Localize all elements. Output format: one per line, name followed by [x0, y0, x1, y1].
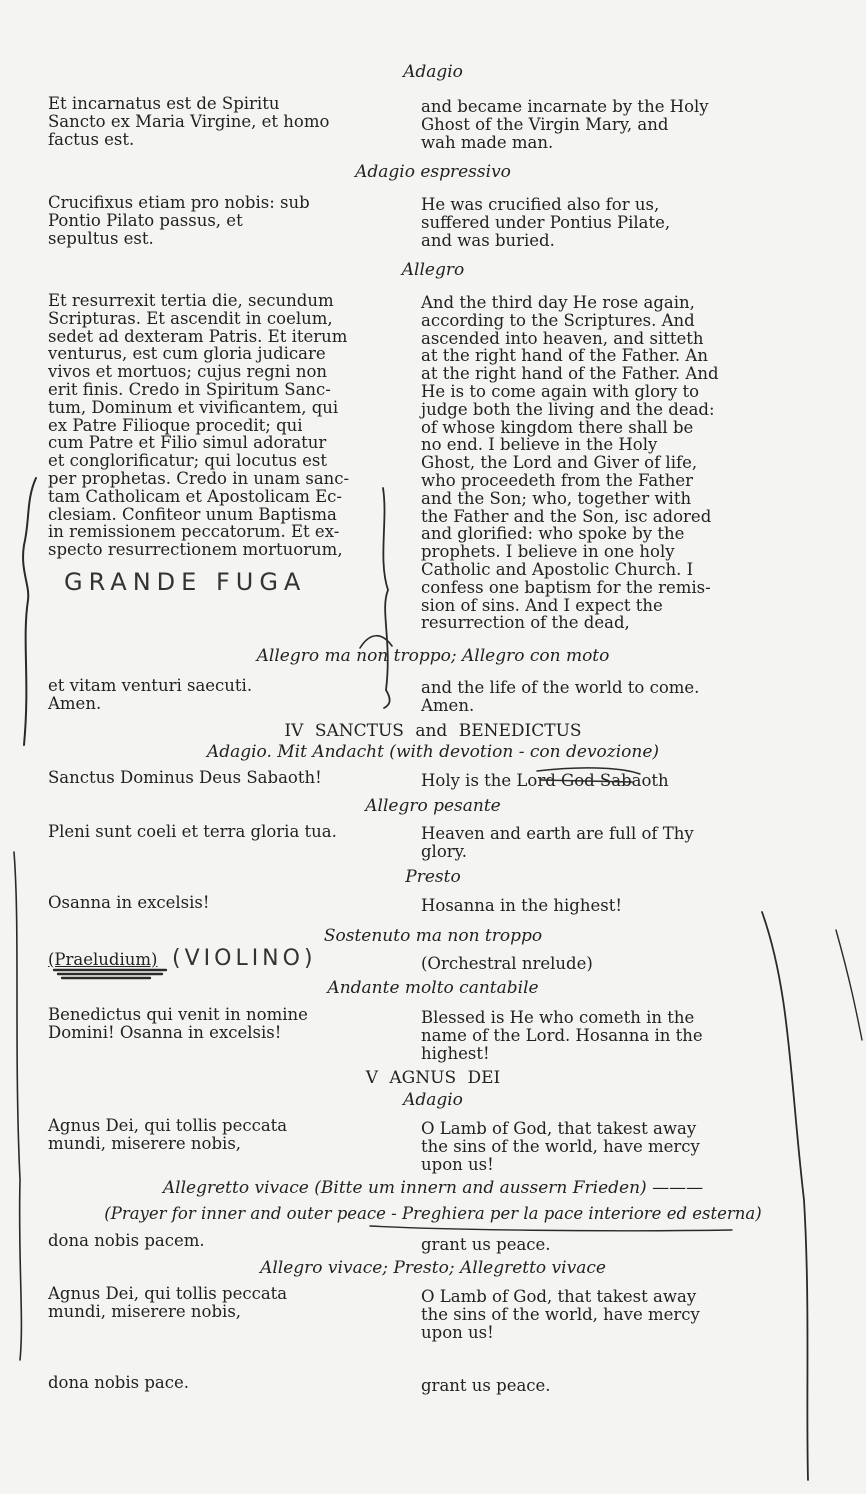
english-text: O Lamb of God, that takest away the sins of the world, have mercy upon us!: [421, 1119, 700, 1174]
latin-text: Crucifixus etiam pro nobis: sub Pontio Pilato passus, et sepultus est.: [48, 193, 310, 248]
latin-text: Et incarnatus est de Spiritu Sancto ex Maria Virgine, et homo factus est.: [48, 94, 330, 149]
english-text: Holy is the Lord God Sabaoth: [421, 771, 669, 790]
latin-text: Pleni sunt coeli et terra gloria tua.: [48, 822, 337, 841]
english-text: And the third day He rose again, according to the Scriptures. And ascended into heaven, and sitteth at the right hand of the Father. An at the right hand of the Father. And He is to come again with glory to judge both the living and the dead: of whose kingdom there shall be no end. I believe in the Holy Ghost, the Lord and Giver of life, who proceedeth from the Father and the Son; who, together with the Father and the Son, isc adored and glorified: who spoke by the prophets. I believe in one holy Catholic and Apostolic Church. I confess one baptism for the remis- sion of sins. And I expect the resurrection of the dead,: [421, 293, 719, 633]
english-text: and became incarnate by the Holy Ghost of the Virgin Mary, and wah made man.: [421, 97, 709, 152]
tempo-heading-andante: Andante molto cantabile: [327, 978, 539, 998]
handwritten-violino: (VIOLINO): [172, 946, 317, 971]
english-text: Heaven and earth are full of Thy glory.: [421, 824, 694, 861]
latin-text: Benedictus qui venit in nomine Domini! Osanna in excelsis!: [48, 1005, 308, 1042]
latin-text: Agnus Dei, qui tollis peccata mundi, miserere nobis,: [48, 1116, 288, 1153]
english-text: Blessed is He who cometh in the name of the Lord. Hosanna in the highest!: [421, 1008, 703, 1063]
praeludium-scribble-mark: [54, 970, 166, 978]
tempo-heading-sostenuto: Sostenuto ma non troppo: [323, 926, 543, 946]
tempo-heading-allegro-vivace: Allegro vivace; Presto; Allegretto vivace: [260, 1258, 606, 1278]
movement-heading-sanctus: IV SANCTUS and BENEDICTUS: [284, 721, 582, 741]
preghiera-underline-mark: [370, 1226, 732, 1231]
english-text: O Lamb of God, that takest away the sins of the world, have mercy upon us!: [421, 1287, 700, 1342]
tempo-heading-adagio-espressivo: Adagio espressivo: [355, 162, 511, 182]
latin-text: Agnus Dei, qui tollis peccata mundi, miserere nobis,: [48, 1284, 288, 1321]
english-text: grant us peace.: [421, 1235, 551, 1254]
tempo-heading-allegro-pesante: Allegro pesante: [365, 796, 501, 816]
tempo-heading-allegretto-vivace: Allegretto vivace (Bitte um innern and aussern Frieden) ———: [162, 1178, 704, 1198]
prayer-subheading: (Prayer for inner and outer peace - Preghiera per la pace interiore ed esterna): [104, 1204, 762, 1223]
left-brace-mark: [23, 478, 36, 745]
english-text: (Orchestral nrelude): [421, 954, 593, 973]
latin-text-praeludium: (Praeludium): [48, 950, 158, 969]
english-text: He was crucified also for us, suffered under Pontius Pilate, and was buried.: [421, 195, 671, 250]
latin-text: Osanna in excelsis!: [48, 893, 210, 912]
tempo-heading-allegro-ma-non-troppo: Allegro ma non troppo; Allegro con moto: [256, 646, 610, 666]
tempo-heading-allegro: Allegro: [401, 260, 465, 280]
latin-text: et vitam venturi saecuti. Amen.: [48, 676, 253, 713]
movement-heading-agnus-dei: V AGNUS DEI: [365, 1068, 501, 1088]
latin-text: dona nobis pacem.: [48, 1231, 205, 1250]
handwritten-grande-fuga: GRANDE FUGA: [64, 568, 307, 596]
latin-text: Sanctus Dominus Deus Sabaoth!: [48, 768, 322, 787]
latin-text: dona nobis pace.: [48, 1373, 189, 1392]
tempo-heading-adagio-mit-andacht: Adagio. Mit Andacht (with devotion - con devozione): [206, 742, 660, 762]
tempo-heading-adagio: Adagio: [403, 1090, 463, 1110]
middle-brace-mark: [383, 488, 390, 708]
english-text: grant us peace.: [421, 1376, 551, 1395]
english-text: and the life of the world to come. Amen.: [421, 678, 700, 715]
english-text: Hosanna in the highest!: [421, 896, 622, 915]
tempo-heading-presto: Presto: [405, 867, 461, 887]
tempo-heading-adagio: Adagio: [403, 62, 463, 82]
latin-text: Et resurrexit tertia die, secundum Scripturas. Et ascendit in coelum, sedet ad dexteram Patris. Et iterum venturus, est cum gloria judicare vivos et mortuos; cujus regni non erit finis. Credo in Spiritum Sanc- tum, Dominum et vivificantem, qui ex Patre Filioque procedit; qui cum Patre et Filio simul adoratur et conglorificatur; qui locutus est per prophetas. Credo in unam sanc- tam Catholicam et Apostolicam Ec- clesiam. Confiteor unum Baptisma in remissionem peccatorum. Et ex- specto resurrectionem mortuorum,: [48, 291, 350, 560]
